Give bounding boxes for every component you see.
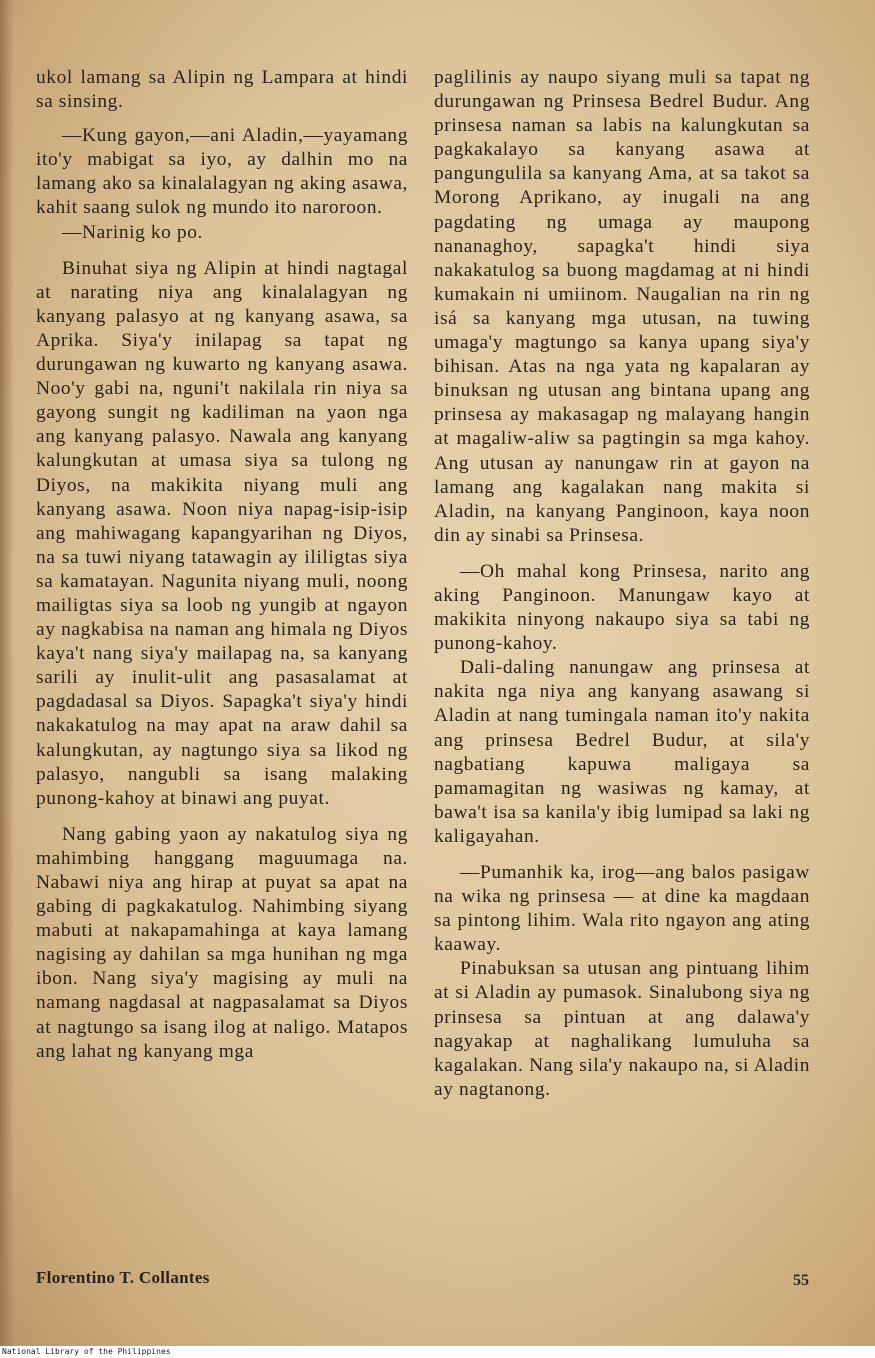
right-paragraph-4: —Pumanhik ka, irog—ang balos pasigaw na wika ng prinsesa — at dine ka magdaan sa pintong lihim. Wala rito ngayon ang ating kaaway. [434,862,810,956]
right-paragraph-2: —Oh mahal kong Prinsesa, narito ang aking Panginoon. Manungaw kayo at makikita ninyong nakaupo siya sa tabi ng punong-kahoy. [434,560,810,655]
left-paragraph-5: Nang gabing yaon ay nakatulog siya ng mahimbing hanggang maguumaga na. Nabawi niya ang hirap at puyat sa apat na gabing di pagkakatulog. Nahimbing siyang mabuti at nakapamahinga at kaya lamang nagising ay dahilan sa mga hunihan ng mga ibon. Nang siya'y magising ay muli na namang nagdasal at nagpasalamat sa Diyos at nagtungo sa isang ilog at naligo. Matapos ang lahat ng kanyang mga [36,823,408,1062]
library-watermark: National Library of the Philippines [2,1347,171,1356]
page-number: 55 [793,1272,809,1289]
left-paragraph-1: ukol lamang sa Alipin ng Lampara at hindi sa sinsing. [36,67,408,113]
right-paragraph-3: Dali-daling nanungaw ang prinsesa at nakita nga niya ang kanyang asawang si Aladin at nang tumingala naman ito'y nakita ang prinsesa Bedrel Budur, at sila'y nagbatiang kapuwa maligaya sa pamamagitan ng wasiwas ng kamay, at bawa't isa sa kanila'y ibig lumipad sa laki ng kaligayahan. [434,657,810,847]
left-paragraph-2: —Kung gayon,—ani Aladin,—yayamang ito'y mabigat sa iyo, ay dalhin mo na lamang ako sa kinalalagyan ng aking asawa, kahit saang sulok ng mundo ito naroroon. [36,125,408,219]
right-paragraph-1: paglilinis ay naupo siyang muli sa tapat ng durungawan ng Prinsesa Bedrel Budur. Ang prinsesa naman sa labis na kalungkutan sa pagkakalayo sa kanyang asawa at pangungulila sa kanyang Ama, at sa takot sa Morong Aprikano, ay inugali na ang pagdating ng umaga ay maupong nananaghoy, sapagka't hindi siya nakakatulog sa buong magdamag at ni hindi kumakain ni umiinom. Naugalian na rin ng isá sa kanyang mga utusan, na tuwing umaga'y magtungo sa kanya upang siya'y bihisan. Atas na nga yata ng kapalaran ay binuksan ng utusan ang bintana upang ang prinsesa ay makasagap ng malayang hangin at magaliw-aliw sa pagtingin sa mga kahoy. Ang utusan ay nanungaw rin at gayon na lamang ang kagalakan nang makita si Aladin, na kanyang Panginoon, kaya noon din ay sinabi sa Prinsesa. [434,67,810,546]
footer-author: Florentino T. Collantes [36,1268,210,1287]
page-shadow-edge [0,0,14,1346]
right-column [434,66,810,1102]
left-paragraph-3: —Narinig ko po. [62,221,203,243]
left-column [36,66,408,1064]
left-paragraph-4: Binuhat siya ng Alipin at hindi nagtagal at narating niya ang kinalalagyan ng kanyang palasyo at ng kanyang asawa, sa Aprika. Siya'y inilapag sa tapat ng durungawan ng kuwarto ng kanyang asawa. Noo'y gabi na, nguni't nakilala rin niya sa gayong sungit ng kadiliman na yaon nga ang kanyang palasyo. Nawala ang kanyang kalungkutan at umasa siya sa tulong ng Diyos, na makikita niyang muli ang kanyang asawa. Noon niya napag-isip-isip ang mahiwagang kapangyarihan ng Diyos, na sa tuwi niyang tatawagin ay ililigtas siya sa kamatayan. Nagunita niyang muli, noong mailigtas siya sa loob ng yungib at ngayon ay nagkabisa na naman ang himala ng Diyos kaya't nang siya'y mailapag na, sa kanyang sarili ay inulit-ulit ang pasasalamat at pagdadasal sa Diyos. Sapagka't siya'y hindi nakakatulog na may apat na araw dahil sa kalungkutan, ay nagtungo siya sa likod ng palasyo, nangubli sa isang malaking punong-kahoy at binawi ang puyat. [36,257,408,809]
right-paragraph-5: Pinabuksan sa utusan ang pintuang lihim at si Aladin ay pumasok. Sinalubong siya ng prinsesa sa pintuan at ang dalawa'y nagyakap at naghalikang lumuluha sa kagalakan. Nang sila'y nakaupo na, si Aladin ay nagtanong. [434,958,810,1100]
